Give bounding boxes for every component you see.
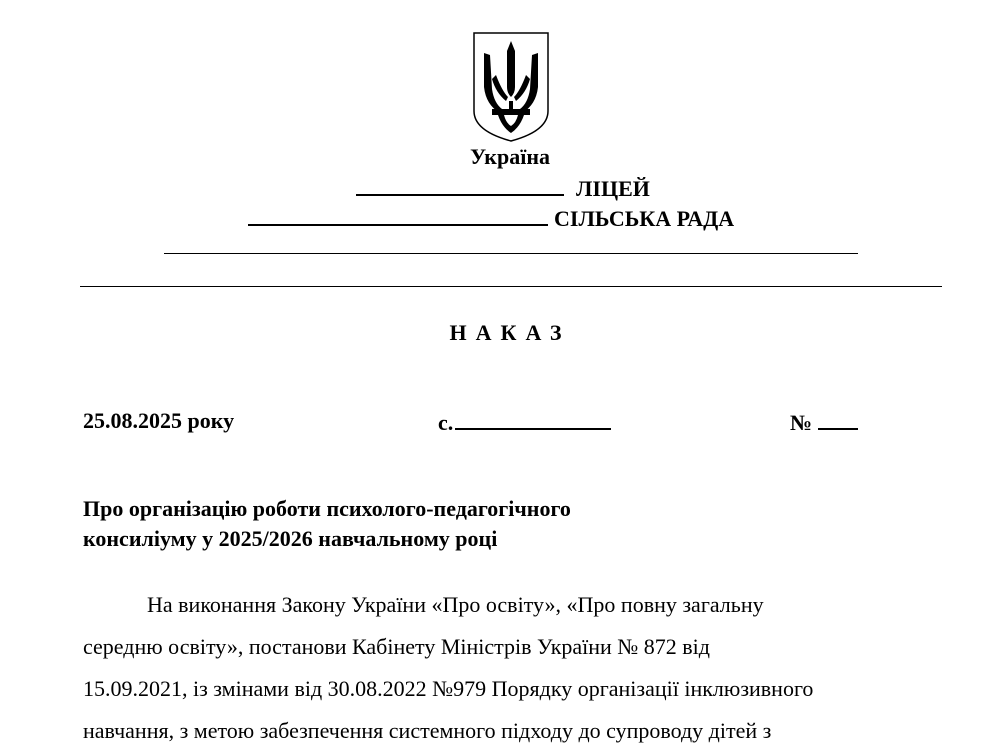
- village-prefix: с.: [438, 410, 454, 435]
- institution-type: ЛІЦЕЙ: [576, 176, 650, 201]
- village-blank: [455, 406, 611, 430]
- header-divider-long: [80, 286, 942, 287]
- order-village: [438, 406, 611, 438]
- order-body: [83, 584, 953, 752]
- trident-coat-of-arms-icon: [472, 31, 550, 143]
- council-line: [248, 202, 734, 234]
- document-type-title: НАКАЗ: [449, 320, 571, 345]
- institution-line: [356, 172, 650, 204]
- order-number: [790, 406, 858, 438]
- body-line: навчання, з метою забезпечення системного підходу до супроводу дітей з: [83, 718, 772, 743]
- council-name-blank: [248, 202, 548, 226]
- subject-line: Про організацію роботи психолого-педагогічного: [83, 496, 571, 521]
- country-name: Україна: [469, 144, 551, 169]
- order-subject: [83, 494, 571, 554]
- subject-line: консиліуму у 2025/2026 навчальному році: [83, 526, 498, 551]
- number-blank: [818, 406, 858, 430]
- council-type: СІЛЬСЬКА РАДА: [554, 206, 735, 231]
- institution-name-blank: [356, 172, 564, 196]
- number-prefix: №: [790, 410, 813, 435]
- header-divider-short: [164, 253, 858, 254]
- body-line: На виконання Закону України «Про освіту», «Про повну загальну: [147, 592, 764, 617]
- body-line: 15.09.2021, із змінами від 30.08.2022 №979 Порядку організації інклюзивного: [83, 676, 814, 701]
- order-date: 25.08.2025 року: [83, 408, 235, 433]
- body-line: середню освіту», постанови Кабінету Міністрів України № 872 від: [83, 634, 710, 659]
